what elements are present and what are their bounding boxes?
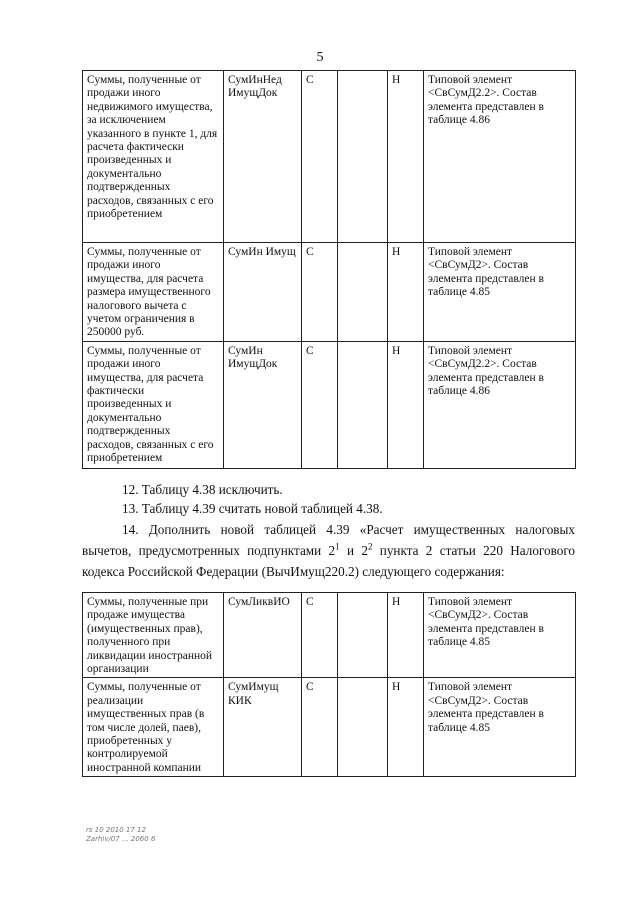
page-number: 5: [316, 50, 324, 65]
element-code-cell: СумЛиквИО: [224, 593, 302, 678]
superscript-2: 2: [367, 541, 373, 552]
element-name-cell: Суммы, полученные от продажи иного имущества, для расчета фактически произведенных и документально подтвержденных расходов, связанных с его приобретением: [83, 341, 224, 468]
element-code-cell: СумИнНед ИмущДок: [224, 71, 302, 243]
element-name-cell: Суммы, полученные от продажи иного недвижимого имущества, за исключением указанного в пункте 1, для расчета фактически произведенных и документально подтвержденных расходов, связанных с его приобретением: [83, 71, 224, 243]
element-type-cell: С: [302, 341, 338, 468]
element-format-cell: [338, 243, 388, 342]
element-format-cell: [338, 341, 388, 468]
element-required-cell: Н: [388, 593, 424, 678]
element-name-cell: Суммы, полученные от продажи иного имущества, для расчета размера имущественного налогового вычета с учетом ограничения в 250000 руб.: [83, 243, 224, 342]
table-row: [83, 71, 576, 243]
element-type-cell: С: [302, 243, 338, 342]
table-row: [83, 243, 576, 342]
paragraph-12: 12. Таблицу 4.38 исключить.: [122, 482, 283, 497]
element-type-cell: С: [302, 678, 338, 777]
table-row: [83, 341, 576, 468]
paragraph-14-text-a: 14. Дополнить новой таблицей 4.39 «Расчет имущественных налоговых вычетов, предусмотренных подпунктами 2: [82, 522, 575, 558]
paragraph-14: [82, 519, 575, 582]
element-code-cell: СумИмущ КИК: [224, 678, 302, 777]
element-required-cell: Н: [388, 678, 424, 777]
element-note-cell: Типовой элемент <СвСумД2>. Состав элемента представлен в таблице 4.85: [424, 593, 576, 678]
element-code-cell: СумИн ИмущДок: [224, 341, 302, 468]
element-required-cell: Н: [388, 341, 424, 468]
element-note-cell: Типовой элемент <СвСумД2>. Состав элемента представлен в таблице 4.85: [424, 678, 576, 777]
elements-table-continued: [82, 70, 576, 469]
element-type-cell: С: [302, 71, 338, 243]
paragraph-13: 13. Таблицу 4.39 считать новой таблицей 4.38.: [122, 501, 383, 516]
superscript-1: 1: [335, 541, 340, 552]
paragraph-14-text-c: пункта 2 статьи 220 Налогового кодекса Российской Федерации (ВычИмущ220.2) следующего содержания:: [82, 543, 576, 579]
element-note-cell: Типовой элемент <СвСумД2>. Состав элемента представлен в таблице 4.85: [424, 243, 576, 342]
element-required-cell: Н: [388, 71, 424, 243]
element-name-cell: Суммы, полученные от реализации имущественных прав (в том числе долей, паев), приобретенных у контролируемой иностранной компании: [83, 678, 224, 777]
element-format-cell: [338, 71, 388, 243]
element-required-cell: Н: [388, 243, 424, 342]
footer-registration-line: rs 10 2010 17 12: [86, 826, 146, 834]
element-format-cell: [338, 678, 388, 777]
element-code-cell: СумИн Имущ: [224, 243, 302, 342]
footer-file-path: Zarhiv/07 ... 2060 6: [86, 835, 156, 843]
paragraph-14-text-b: и 2: [339, 543, 368, 558]
table-row: [83, 593, 576, 678]
element-name-cell: Суммы, полученные при продаже имущества (имущественных прав), полученного при ликвидации иностранной организации: [83, 593, 224, 678]
table-row: [83, 678, 576, 777]
element-type-cell: С: [302, 593, 338, 678]
element-note-cell: Типовой элемент <СвСумД2.2>. Состав элемента представлен в таблице 4.86: [424, 71, 576, 243]
element-note-cell: Типовой элемент <СвСумД2.2>. Состав элемента представлен в таблице 4.86: [424, 341, 576, 468]
elements-table-4-39: [82, 592, 576, 777]
element-format-cell: [338, 593, 388, 678]
